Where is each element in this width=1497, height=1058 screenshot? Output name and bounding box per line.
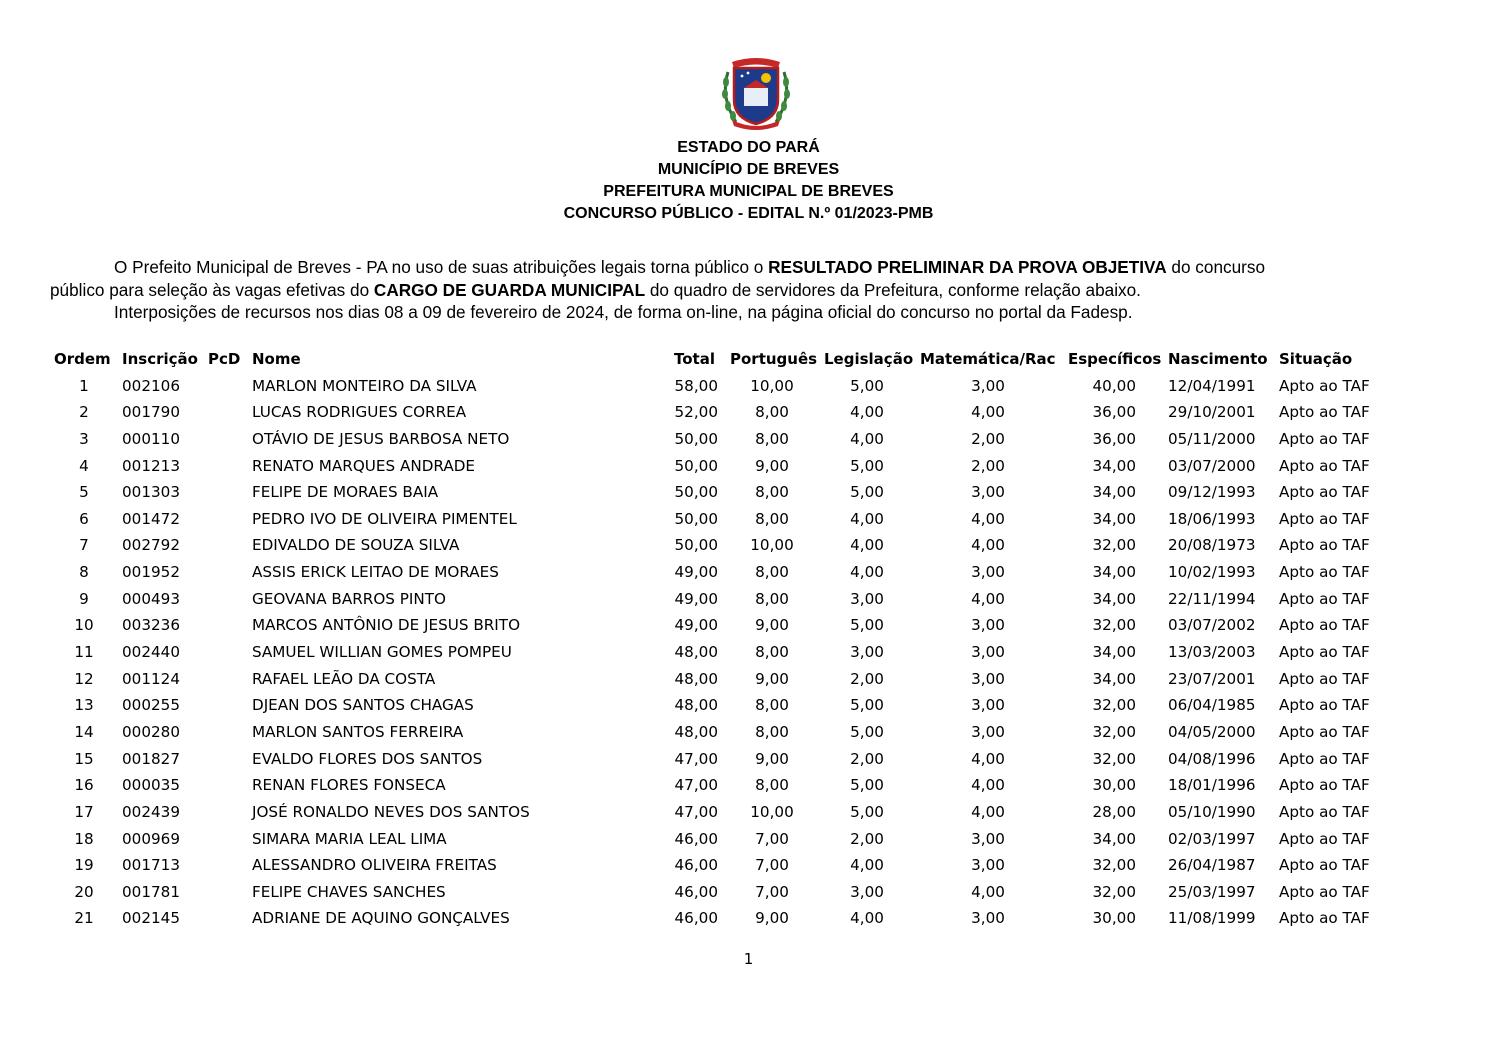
table-row xyxy=(0,399,1497,426)
cell-total: 50,00 xyxy=(674,509,718,528)
cell-nome: EDIVALDO DE SOUZA SILVA xyxy=(252,536,460,555)
cell-matematica: 2,00 xyxy=(971,456,1005,475)
table-row xyxy=(0,639,1497,666)
intro-appeals-text: Interposições de recursos nos dias 08 a 09 de fevereiro de 2024, de forma on-line, na página oficial do concurso no portal da Fadesp. xyxy=(114,302,1133,322)
cell-nascimento: 25/03/1997 xyxy=(1168,882,1256,901)
table-row xyxy=(0,426,1497,453)
cell-ordem: 18 xyxy=(74,829,94,848)
cell-nome: SIMARA MARIA LEAL LIMA xyxy=(252,829,447,848)
cell-situacao: Apto ao TAF xyxy=(1279,802,1370,821)
cell-legislacao: 3,00 xyxy=(850,589,884,608)
cell-portugues: 7,00 xyxy=(755,882,789,901)
cell-total: 58,00 xyxy=(674,376,718,395)
cell-especificos: 32,00 xyxy=(1092,856,1136,875)
cell-ordem: 11 xyxy=(74,643,94,662)
cell-inscricao: 001827 xyxy=(122,749,180,768)
cell-ordem: 6 xyxy=(79,509,89,528)
cell-nascimento: 03/07/2002 xyxy=(1168,616,1256,635)
cell-matematica: 2,00 xyxy=(971,429,1005,448)
cell-inscricao: 000035 xyxy=(122,776,180,795)
table-row xyxy=(0,826,1497,853)
cell-ordem: 5 xyxy=(79,483,89,502)
table-row xyxy=(0,692,1497,719)
cell-matematica: 3,00 xyxy=(971,722,1005,741)
cell-situacao: Apto ao TAF xyxy=(1279,616,1370,635)
cell-nome: DJEAN DOS SANTOS CHAGAS xyxy=(252,696,474,715)
cell-nascimento: 04/05/2000 xyxy=(1168,722,1256,741)
cell-total: 47,00 xyxy=(674,776,718,795)
intro-text-run: O Prefeito Municipal de Breves - PA no uso de suas atribuições legais torna público o xyxy=(114,257,769,277)
cell-legislacao: 5,00 xyxy=(850,696,884,715)
cell-portugues: 8,00 xyxy=(755,483,789,502)
cell-situacao: Apto ao TAF xyxy=(1279,483,1370,502)
table-row xyxy=(0,852,1497,879)
cell-portugues: 8,00 xyxy=(755,429,789,448)
cell-matematica: 4,00 xyxy=(971,776,1005,795)
cell-legislacao: 5,00 xyxy=(850,776,884,795)
table-row xyxy=(0,479,1497,506)
cell-total: 48,00 xyxy=(674,643,718,662)
cell-nome: RENATO MARQUES ANDRADE xyxy=(252,456,476,475)
cell-situacao: Apto ao TAF xyxy=(1279,882,1370,901)
cell-situacao: Apto ao TAF xyxy=(1279,696,1370,715)
table-row xyxy=(0,373,1497,400)
cell-nascimento: 22/11/1994 xyxy=(1168,589,1256,608)
heading-state: ESTADO DO PARÁ xyxy=(677,139,820,156)
cell-ordem: 10 xyxy=(74,616,94,635)
table-row xyxy=(0,666,1497,693)
cell-situacao: Apto ao TAF xyxy=(1279,643,1370,662)
cell-total: 49,00 xyxy=(674,589,718,608)
intro-paragraph-3 xyxy=(50,301,1450,324)
cell-especificos: 40,00 xyxy=(1092,376,1136,395)
cell-nascimento: 13/03/2003 xyxy=(1168,643,1256,662)
cell-matematica: 3,00 xyxy=(971,909,1005,928)
intro-text xyxy=(50,256,1450,324)
cell-situacao: Apto ao TAF xyxy=(1279,456,1370,475)
heading-edital: CONCURSO PÚBLICO - EDITAL N.º 01/2023-PMB xyxy=(563,205,934,222)
intro-bold-cargo: CARGO DE GUARDA MUNICIPAL xyxy=(373,279,646,300)
cell-situacao: Apto ao TAF xyxy=(1279,749,1370,768)
cell-matematica: 3,00 xyxy=(971,696,1005,715)
cell-portugues: 8,00 xyxy=(755,563,789,582)
cell-legislacao: 3,00 xyxy=(850,882,884,901)
cell-total: 52,00 xyxy=(674,403,718,422)
cell-situacao: Apto ao TAF xyxy=(1279,403,1370,422)
cell-situacao: Apto ao TAF xyxy=(1279,776,1370,795)
cell-nascimento: 06/04/1985 xyxy=(1168,696,1256,715)
cell-legislacao: 5,00 xyxy=(850,376,884,395)
cell-total: 50,00 xyxy=(674,429,718,448)
cell-total: 46,00 xyxy=(674,909,718,928)
cell-matematica: 3,00 xyxy=(971,856,1005,875)
cell-inscricao: 001213 xyxy=(122,456,180,475)
header-portugues: Português xyxy=(730,350,818,368)
table-row xyxy=(0,453,1497,480)
cell-portugues: 10,00 xyxy=(750,536,794,555)
cell-matematica: 4,00 xyxy=(971,589,1005,608)
cell-legislacao: 4,00 xyxy=(850,509,884,528)
cell-legislacao: 2,00 xyxy=(850,829,884,848)
cell-nome: ASSIS ERICK LEITAO DE MORAES xyxy=(252,563,499,582)
cell-nascimento: 26/04/1987 xyxy=(1168,856,1256,875)
cell-nascimento: 18/06/1993 xyxy=(1168,509,1256,528)
cell-situacao: Apto ao TAF xyxy=(1279,429,1370,448)
cell-especificos: 32,00 xyxy=(1092,749,1136,768)
cell-situacao: Apto ao TAF xyxy=(1279,856,1370,875)
cell-especificos: 32,00 xyxy=(1092,616,1136,635)
cell-portugues: 8,00 xyxy=(755,403,789,422)
cell-matematica: 3,00 xyxy=(971,829,1005,848)
cell-inscricao: 001124 xyxy=(122,669,180,688)
cell-nome: ALESSANDRO OLIVEIRA FREITAS xyxy=(252,856,497,875)
cell-especificos: 34,00 xyxy=(1092,669,1136,688)
cell-matematica: 3,00 xyxy=(971,376,1005,395)
cell-inscricao: 001781 xyxy=(122,882,180,901)
cell-especificos: 34,00 xyxy=(1092,563,1136,582)
cell-nascimento: 05/11/2000 xyxy=(1168,429,1256,448)
cell-nascimento: 11/08/1999 xyxy=(1168,909,1256,928)
cell-total: 46,00 xyxy=(674,882,718,901)
cell-legislacao: 2,00 xyxy=(850,669,884,688)
cell-ordem: 2 xyxy=(79,403,89,422)
table-row xyxy=(0,506,1497,533)
cell-nascimento: 20/08/1973 xyxy=(1168,536,1256,555)
cell-ordem: 3 xyxy=(79,429,89,448)
cell-total: 48,00 xyxy=(674,696,718,715)
cell-especificos: 36,00 xyxy=(1092,429,1136,448)
cell-portugues: 8,00 xyxy=(755,509,789,528)
cell-total: 49,00 xyxy=(674,563,718,582)
cell-ordem: 19 xyxy=(74,856,94,875)
cell-inscricao: 001790 xyxy=(122,403,180,422)
results-table xyxy=(0,346,1497,932)
cell-ordem: 17 xyxy=(74,802,94,821)
header-pcd: PcD xyxy=(208,350,241,368)
cell-portugues: 7,00 xyxy=(755,856,789,875)
table-row xyxy=(0,586,1497,613)
cell-nome: JOSÉ RONALDO NEVES DOS SANTOS xyxy=(252,802,530,821)
cell-nascimento: 09/12/1993 xyxy=(1168,483,1256,502)
cell-nome: FELIPE DE MORAES BAIA xyxy=(252,483,439,502)
cell-ordem: 20 xyxy=(74,882,94,901)
intro-text-run: do concurso xyxy=(1166,257,1266,277)
cell-matematica: 4,00 xyxy=(971,509,1005,528)
header-especificos: Específicos xyxy=(1068,350,1162,368)
cell-total: 47,00 xyxy=(674,802,718,821)
header-legislacao: Legislação xyxy=(824,350,914,368)
cell-matematica: 3,00 xyxy=(971,669,1005,688)
cell-inscricao: 000110 xyxy=(122,429,180,448)
heading-prefecture: PREFEITURA MUNICIPAL DE BREVES xyxy=(603,183,894,200)
cell-ordem: 8 xyxy=(79,563,89,582)
cell-total: 46,00 xyxy=(674,856,718,875)
header-total: Total xyxy=(674,350,715,368)
document-heading xyxy=(0,137,1497,225)
cell-total: 46,00 xyxy=(674,829,718,848)
cell-total: 47,00 xyxy=(674,749,718,768)
table-row xyxy=(0,905,1497,932)
cell-situacao: Apto ao TAF xyxy=(1279,909,1370,928)
cell-nascimento: 23/07/2001 xyxy=(1168,669,1256,688)
cell-legislacao: 4,00 xyxy=(850,856,884,875)
cell-portugues: 10,00 xyxy=(750,376,794,395)
cell-inscricao: 001303 xyxy=(122,483,180,502)
cell-legislacao: 5,00 xyxy=(850,802,884,821)
cell-total: 48,00 xyxy=(674,669,718,688)
cell-nome: EVALDO FLORES DOS SANTOS xyxy=(252,749,483,768)
header-situacao: Situação xyxy=(1279,350,1353,368)
cell-portugues: 10,00 xyxy=(750,802,794,821)
cell-matematica: 3,00 xyxy=(971,483,1005,502)
cell-especificos: 30,00 xyxy=(1092,776,1136,795)
cell-ordem: 7 xyxy=(79,536,89,555)
cell-nome: RAFAEL LEÃO DA COSTA xyxy=(252,669,436,688)
cell-legislacao: 4,00 xyxy=(850,563,884,582)
intro-text-run: do quadro de servidores da Prefeitura, conforme relação abaixo. xyxy=(645,279,1141,300)
cell-especificos: 32,00 xyxy=(1092,722,1136,741)
cell-total: 49,00 xyxy=(674,616,718,635)
cell-portugues: 8,00 xyxy=(755,696,789,715)
table-row xyxy=(0,719,1497,746)
cell-situacao: Apto ao TAF xyxy=(1279,829,1370,848)
page-number: 1 xyxy=(743,950,754,968)
header-matematica: Matemática/Rac xyxy=(920,350,1056,368)
cell-portugues: 9,00 xyxy=(755,909,789,928)
cell-inscricao: 002106 xyxy=(122,376,180,395)
cell-legislacao: 4,00 xyxy=(850,403,884,422)
header-nascimento: Nascimento xyxy=(1168,350,1268,368)
cell-total: 48,00 xyxy=(674,722,718,741)
cell-total: 50,00 xyxy=(674,456,718,475)
cell-inscricao: 000493 xyxy=(122,589,180,608)
cell-nome: PEDRO IVO DE OLIVEIRA PIMENTEL xyxy=(252,509,517,528)
cell-inscricao: 000969 xyxy=(122,829,180,848)
cell-inscricao: 001472 xyxy=(122,509,180,528)
cell-nome: OTÁVIO DE JESUS BARBOSA NETO xyxy=(252,429,510,448)
cell-situacao: Apto ao TAF xyxy=(1279,563,1370,582)
cell-portugues: 9,00 xyxy=(755,616,789,635)
cell-situacao: Apto ao TAF xyxy=(1279,376,1370,395)
cell-ordem: 9 xyxy=(79,589,89,608)
cell-matematica: 3,00 xyxy=(971,643,1005,662)
cell-ordem: 4 xyxy=(79,456,89,475)
cell-situacao: Apto ao TAF xyxy=(1279,722,1370,741)
cell-ordem: 14 xyxy=(74,722,94,741)
table-header-row xyxy=(0,346,1497,373)
cell-inscricao: 000280 xyxy=(122,722,180,741)
cell-legislacao: 3,00 xyxy=(850,643,884,662)
cell-legislacao: 4,00 xyxy=(850,536,884,555)
cell-situacao: Apto ao TAF xyxy=(1279,589,1370,608)
table-row xyxy=(0,879,1497,906)
cell-especificos: 32,00 xyxy=(1092,536,1136,555)
header-inscricao: Inscrição xyxy=(122,350,198,368)
cell-portugues: 8,00 xyxy=(755,589,789,608)
table-row xyxy=(0,612,1497,639)
cell-nome: MARCOS ANTÔNIO DE JESUS BRITO xyxy=(252,616,521,635)
cell-nome: MARLON SANTOS FERREIRA xyxy=(252,722,464,741)
cell-total: 50,00 xyxy=(674,536,718,555)
cell-portugues: 8,00 xyxy=(755,722,789,741)
cell-portugues: 8,00 xyxy=(755,643,789,662)
cell-especificos: 32,00 xyxy=(1092,696,1136,715)
cell-nome: SAMUEL WILLIAN GOMES POMPEU xyxy=(252,643,512,662)
table-row xyxy=(0,799,1497,826)
cell-situacao: Apto ao TAF xyxy=(1279,536,1370,555)
cell-especificos: 30,00 xyxy=(1092,909,1136,928)
cell-nascimento: 29/10/2001 xyxy=(1168,403,1256,422)
cell-ordem: 21 xyxy=(74,909,94,928)
cell-nascimento: 10/02/1993 xyxy=(1168,563,1256,582)
cell-legislacao: 5,00 xyxy=(850,722,884,741)
cell-inscricao: 002439 xyxy=(122,802,180,821)
cell-inscricao: 001952 xyxy=(122,563,180,582)
cell-nome: LUCAS RODRIGUES CORREA xyxy=(252,403,467,422)
cell-matematica: 3,00 xyxy=(971,563,1005,582)
cell-nascimento: 04/08/1996 xyxy=(1168,749,1256,768)
table-row xyxy=(0,559,1497,586)
cell-nascimento: 03/07/2000 xyxy=(1168,456,1256,475)
cell-total: 50,00 xyxy=(674,483,718,502)
cell-especificos: 32,00 xyxy=(1092,882,1136,901)
cell-especificos: 34,00 xyxy=(1092,829,1136,848)
cell-ordem: 15 xyxy=(74,749,94,768)
cell-nascimento: 18/01/1996 xyxy=(1168,776,1256,795)
cell-especificos: 34,00 xyxy=(1092,483,1136,502)
cell-legislacao: 5,00 xyxy=(850,483,884,502)
cell-ordem: 16 xyxy=(74,776,94,795)
cell-matematica: 4,00 xyxy=(971,749,1005,768)
cell-legislacao: 4,00 xyxy=(850,429,884,448)
cell-portugues: 9,00 xyxy=(755,749,789,768)
cell-portugues: 9,00 xyxy=(755,456,789,475)
cell-nome: MARLON MONTEIRO DA SILVA xyxy=(252,376,477,395)
cell-legislacao: 2,00 xyxy=(850,749,884,768)
cell-nome: FELIPE CHAVES SANCHES xyxy=(252,882,446,901)
cell-nascimento: 02/03/1997 xyxy=(1168,829,1256,848)
cell-inscricao: 002440 xyxy=(122,643,180,662)
table-body xyxy=(0,373,1497,932)
cell-matematica: 4,00 xyxy=(971,802,1005,821)
heading-municipality: MUNICÍPIO DE BREVES xyxy=(657,161,840,178)
cell-especificos: 28,00 xyxy=(1092,802,1136,821)
cell-ordem: 13 xyxy=(74,696,94,715)
cell-situacao: Apto ao TAF xyxy=(1279,509,1370,528)
cell-nome: GEOVANA BARROS PINTO xyxy=(252,589,447,608)
cell-nascimento: 12/04/1991 xyxy=(1168,376,1256,395)
cell-portugues: 7,00 xyxy=(755,829,789,848)
cell-especificos: 34,00 xyxy=(1092,509,1136,528)
cell-portugues: 8,00 xyxy=(755,776,789,795)
cell-especificos: 36,00 xyxy=(1092,403,1136,422)
cell-especificos: 34,00 xyxy=(1092,589,1136,608)
cell-inscricao: 002792 xyxy=(122,536,180,555)
cell-legislacao: 5,00 xyxy=(850,616,884,635)
cell-matematica: 4,00 xyxy=(971,536,1005,555)
intro-text-run: público para seleção às vagas efetivas do xyxy=(50,279,374,300)
intro-paragraph-1 xyxy=(50,256,1450,279)
cell-nome: RENAN FLORES FONSECA xyxy=(252,776,446,795)
cell-portugues: 9,00 xyxy=(755,669,789,688)
header-ordem: Ordem xyxy=(54,350,111,368)
cell-matematica: 3,00 xyxy=(971,616,1005,635)
table-row xyxy=(0,746,1497,773)
municipal-coat-of-arms xyxy=(718,52,794,132)
cell-matematica: 4,00 xyxy=(971,403,1005,422)
intro-paragraph-2 xyxy=(50,279,1450,302)
cell-especificos: 34,00 xyxy=(1092,456,1136,475)
intro-bold-result: RESULTADO PRELIMINAR DA PROVA OBJETIVA xyxy=(768,257,1167,277)
cell-inscricao: 002145 xyxy=(122,909,180,928)
cell-nome: ADRIANE DE AQUINO GONÇALVES xyxy=(252,909,510,928)
cell-nascimento: 05/10/1990 xyxy=(1168,802,1256,821)
cell-situacao: Apto ao TAF xyxy=(1279,669,1370,688)
header-nome: Nome xyxy=(252,350,301,368)
cell-especificos: 34,00 xyxy=(1092,643,1136,662)
cell-legislacao: 5,00 xyxy=(850,456,884,475)
cell-legislacao: 4,00 xyxy=(850,909,884,928)
cell-inscricao: 003236 xyxy=(122,616,180,635)
table-row xyxy=(0,772,1497,799)
cell-ordem: 12 xyxy=(74,669,94,688)
cell-inscricao: 000255 xyxy=(122,696,180,715)
cell-ordem: 1 xyxy=(79,376,89,395)
cell-inscricao: 001713 xyxy=(122,856,180,875)
cell-matematica: 4,00 xyxy=(971,882,1005,901)
table-row xyxy=(0,532,1497,559)
